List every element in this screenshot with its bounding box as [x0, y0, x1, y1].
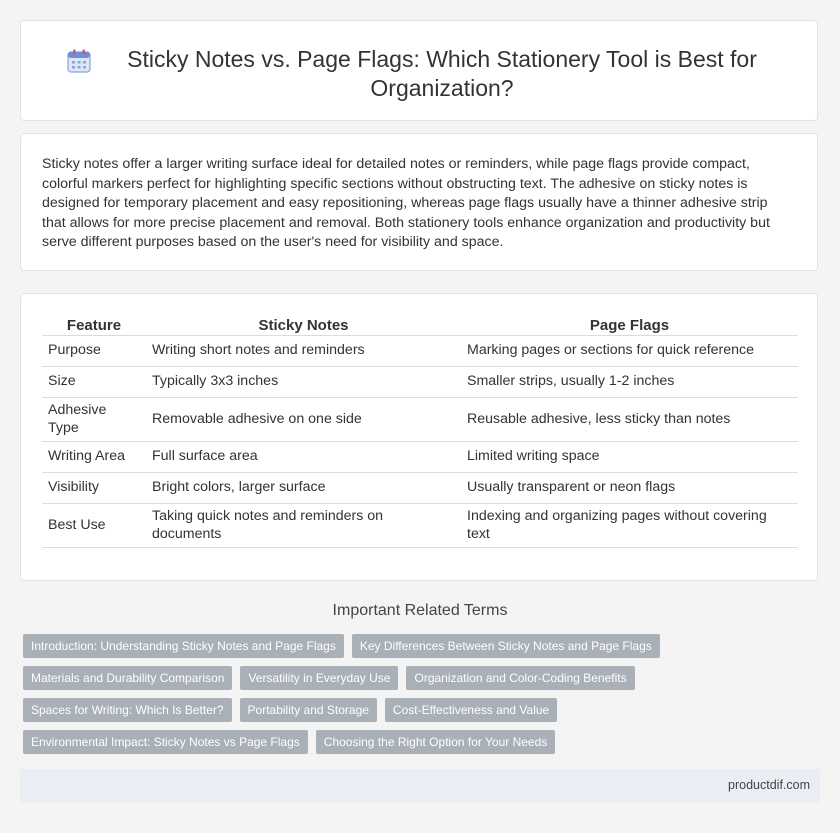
tag-row	[23, 698, 823, 722]
table-row	[42, 442, 798, 473]
page-title: Sticky Notes vs. Page Flags: Which Stationery Tool is Best for Organization?	[127, 46, 757, 101]
related-term-tag[interactable]: Spaces for Writing: Which Is Better?	[23, 698, 232, 722]
comparison-card	[20, 293, 818, 581]
table-row	[42, 398, 798, 442]
sticky-notes-cell: Typically 3x3 inches	[146, 367, 461, 398]
sticky-notes-cell: Removable adhesive on one side	[146, 398, 461, 442]
page-flags-cell: Reusable adhesive, less sticky than notes	[461, 398, 798, 442]
related-term-tag[interactable]: Versatility in Everyday Use	[240, 666, 398, 690]
related-terms-title: Important Related Terms	[332, 602, 508, 619]
comparison-table	[42, 313, 798, 548]
table-row	[42, 367, 798, 398]
page-flags-cell: Marking pages or sections for quick reference	[461, 336, 798, 367]
page-flags-cell: Usually transparent or neon flags	[461, 473, 798, 504]
feature-cell: Adhesive Type	[42, 398, 146, 442]
footer	[20, 769, 820, 802]
page-flags-cell: Indexing and organizing pages without covering text	[461, 504, 798, 548]
intro-text: Sticky notes offer a larger writing surface ideal for detailed notes or reminders, while page flags provide compact, colorful markers perfect for highlighting specific sections without obstructing text. The adhesive on sticky notes is designed for temporary placement and easy repositioning, whereas page flags usually have a thinner adhesive strip that allows for more precise placement and removal. Both stationery tools enhance organization and productivity but serve different purposes based on the user's need for visibility and space.	[42, 156, 770, 250]
sticky-notes-cell: Taking quick notes and reminders on documents	[146, 504, 461, 548]
header-card	[20, 20, 818, 121]
related-term-tag[interactable]: Key Differences Between Sticky Notes and Page Flags	[352, 634, 660, 658]
related-term-tag[interactable]: Environmental Impact: Sticky Notes vs Page Flags	[23, 730, 308, 754]
related-term-tag[interactable]: Organization and Color-Coding Benefits	[406, 666, 634, 690]
feature-cell: Size	[42, 367, 146, 398]
table-header-row	[42, 313, 798, 336]
table-header-cell: Page Flags	[461, 313, 798, 336]
table-row	[42, 336, 798, 367]
tag-row	[23, 730, 823, 754]
page-flags-cell: Smaller strips, usually 1-2 inches	[461, 367, 798, 398]
feature-cell: Purpose	[42, 336, 146, 367]
table-row	[42, 473, 798, 504]
related-term-tag[interactable]: Choosing the Right Option for Your Needs	[316, 730, 555, 754]
related-terms-list	[23, 634, 823, 762]
tag-row	[23, 634, 823, 658]
related-term-tag[interactable]: Portability and Storage	[240, 698, 377, 722]
page-flags-cell: Limited writing space	[461, 442, 798, 473]
calendar-icon	[66, 48, 92, 74]
intro-card	[20, 133, 818, 271]
feature-cell: Best Use	[42, 504, 146, 548]
footer-site-link[interactable]: productdif.com	[728, 778, 810, 792]
related-term-tag[interactable]: Introduction: Understanding Sticky Notes and Page Flags	[23, 634, 344, 658]
sticky-notes-cell: Bright colors, larger surface	[146, 473, 461, 504]
table-header-cell: Feature	[42, 313, 146, 336]
feature-cell: Visibility	[42, 473, 146, 504]
table-header-cell: Sticky Notes	[146, 313, 461, 336]
feature-cell: Writing Area	[42, 442, 146, 473]
related-term-tag[interactable]: Cost-Effectiveness and Value	[385, 698, 557, 722]
table-row	[42, 504, 798, 548]
tag-row	[23, 666, 823, 690]
sticky-notes-cell: Writing short notes and reminders	[146, 336, 461, 367]
sticky-notes-cell: Full surface area	[146, 442, 461, 473]
related-term-tag[interactable]: Materials and Durability Comparison	[23, 666, 232, 690]
